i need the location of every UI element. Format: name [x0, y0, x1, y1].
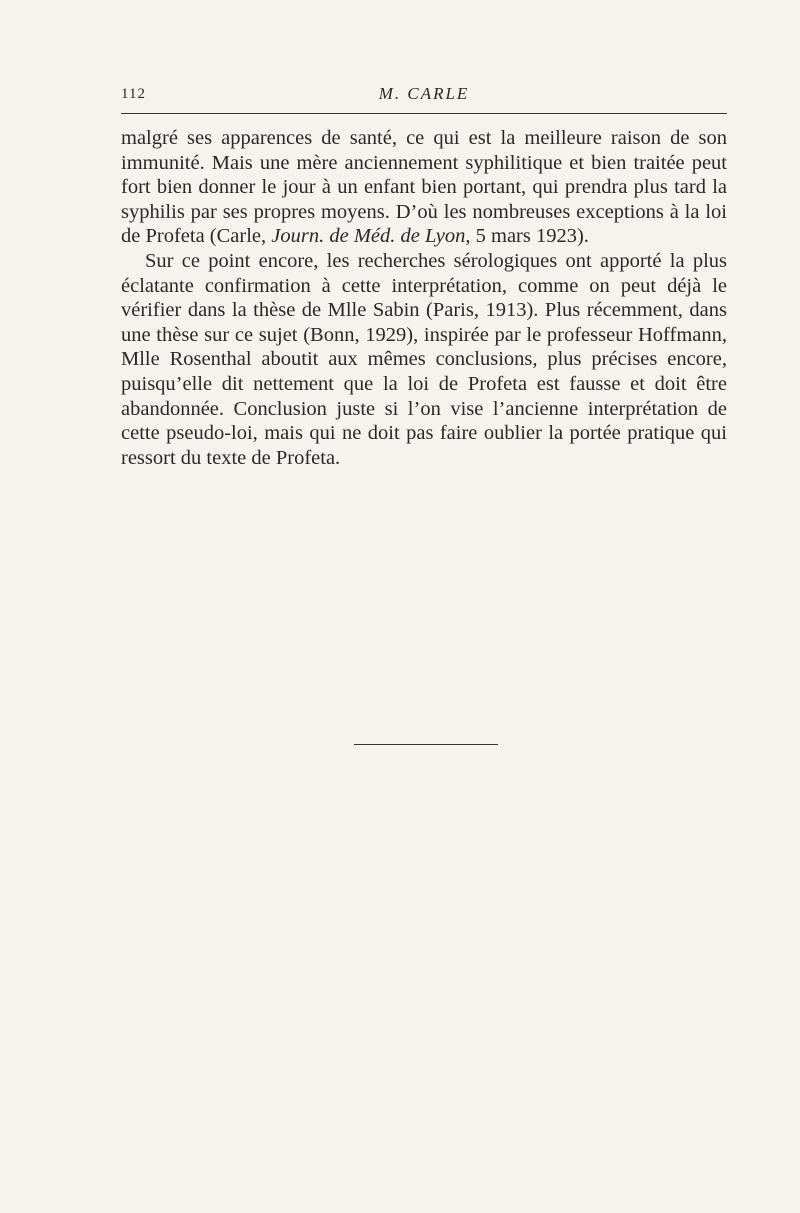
paragraph-1-text: malgré ses apparences de santé, ce qui est la meilleure raison de son immunité. Mais une mère anciennement syphilitique et bien traitée peut fort bien donner le jour à un enfant bien portant, qui prendra plus tard la syphilis par ses propres moyens. D’où les nombreuses exceptions à la loi de Profeta (Carle,: [121, 127, 727, 248]
body-text: [121, 126, 727, 470]
section-end-rule: [354, 744, 498, 745]
paragraph-1-date: , 5 mars 1923).: [465, 225, 589, 248]
running-head: M. CARLE: [378, 84, 470, 103]
paragraph-1: [121, 126, 727, 249]
page-number: 112: [121, 86, 146, 102]
header-rule: [121, 113, 727, 114]
paragraph-2: Sur ce point encore, les recherches sérologiques ont apporté la plus éclatante confirmation à cette interprétation, comme on peut déjà le vérifier dans la thèse de Mlle Sabin (Paris, 1913). Plus récemment, dans une thèse sur ce sujet (Bonn, 1929), inspirée par le professeur Hoffmann, Mlle Rosenthal aboutit aux mêmes conclusions, plus précises encore, puisqu’elle dit nettement que la loi de Profeta est fausse et doit être abandonnée. Conclusion juste si l’on vise l’ancienne interprétation de cette pseudo-loi, mais qui ne doit pas faire oublier la portée pratique qui ressort du texte de Profeta.: [121, 249, 727, 469]
page-header: [121, 82, 727, 114]
journal-citation: Journ. de Méd. de Lyon: [271, 225, 466, 248]
